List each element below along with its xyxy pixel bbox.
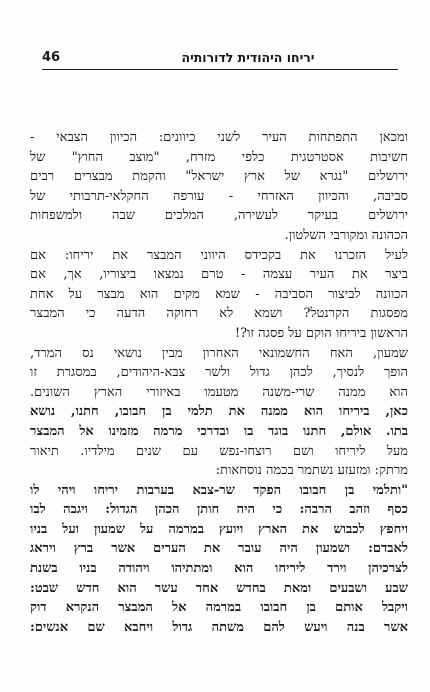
- text-line: "ותלמי בן חבובו הפקד שר-צבא בערבות יריחו ויהי לו: [30, 482, 408, 498]
- page-header: [42, 50, 398, 72]
- text-line: ירושלים "נגרא של ארץ ישראל" והקמת מבצרים רבים: [30, 169, 408, 185]
- text-line: כאן, ביריחו הוא ממנה את תלמי בן חבובו, חתנו, נושא: [30, 404, 408, 420]
- text-line: הכהונה ומקורבי השלטון.: [284, 227, 408, 243]
- body-text: [30, 128, 408, 637]
- text-line: בתו. אולם, חתנו בוגד בו ובדרכי מרמה מזמינו אל המבצר: [30, 423, 408, 439]
- page-number: 46: [42, 50, 61, 65]
- text-line: כסף וזהב הרבה: כי היה חותן הכהן הגדול: ויגבה לבו: [30, 502, 408, 518]
- text-line: ומכאן התפתחות העיר לשני כיוונים: הכיוון הצבאי -: [30, 130, 408, 145]
- text-line: ירושלים בעיקר לעשירה, המלכים שבה ולמשפחות: [30, 208, 408, 224]
- text-line: הראשון ביריחו הוקם על פסגה זו?!: [234, 325, 408, 341]
- text-line: שבע ושבעים ומאת בחדש אחד עשר הוא חדש שבט:: [30, 580, 408, 596]
- text-line: סביבה, והכיוון האזרחי - עורפה החקלאי-תרבותי של: [30, 188, 408, 204]
- header-rule: [42, 69, 398, 70]
- text-line: מעל ליריחו ושם רוצחו-נפש עם שנים מילדיו. תיאור: [30, 443, 408, 459]
- running-title: יריחו היהודית לדורותיה: [181, 50, 315, 65]
- text-line: הופך לנסיך, לכהן גדול ולשר צבא-היהודים, במסגרת זו: [30, 365, 408, 381]
- text-line: הכוונה לביצור הסביבה - שמא מקים הוא מבצר על אחת: [30, 286, 408, 302]
- text-line: ויקבל אותם בן חבובו במרמה אל המבצר הנקרא דוק: [30, 600, 408, 616]
- text-line: שמעון, האח החשמונאי האחרון מבין נושאי נס המרד,: [30, 345, 408, 361]
- text-line: הוא ממנה שרי-משנה מטעמו באיזורי הארץ השונים.: [30, 384, 408, 400]
- text-line: חשיבות אסטרטגית כלפי מזרח, "מוצב החוץ" של: [30, 149, 408, 165]
- text-line: ויחפץ לכבוש את הארץ ויועץ במרמה על שמעון ועל בניו: [30, 521, 408, 537]
- text-line: מרתק: ומזעזע נשתמר בכמה נוסחאות:: [215, 463, 408, 479]
- text-line: לאבדם: ושמעון היה עובר את הערים אשר ברץ ויראג: [30, 541, 408, 557]
- text-line: אשר בנה ויעש להם משתה גדול ויחבא שם אנשים:: [30, 619, 408, 635]
- text-line: לעיל הזכרנו את בקכידס היווני המבצר את יריחו: אם: [30, 247, 408, 263]
- text-line: ביצר את העיר עצמה - טרם נמצאו ביצוריו, אך, אם: [30, 267, 408, 283]
- text-line: לצרכיהן וירד ליריחו הוא ומתתיהו ויהודה בניו בשנת: [30, 561, 408, 577]
- text-line: מפסגות הקרנטל? ושמא לא רחוקה הדעה כי המבצר: [30, 306, 408, 322]
